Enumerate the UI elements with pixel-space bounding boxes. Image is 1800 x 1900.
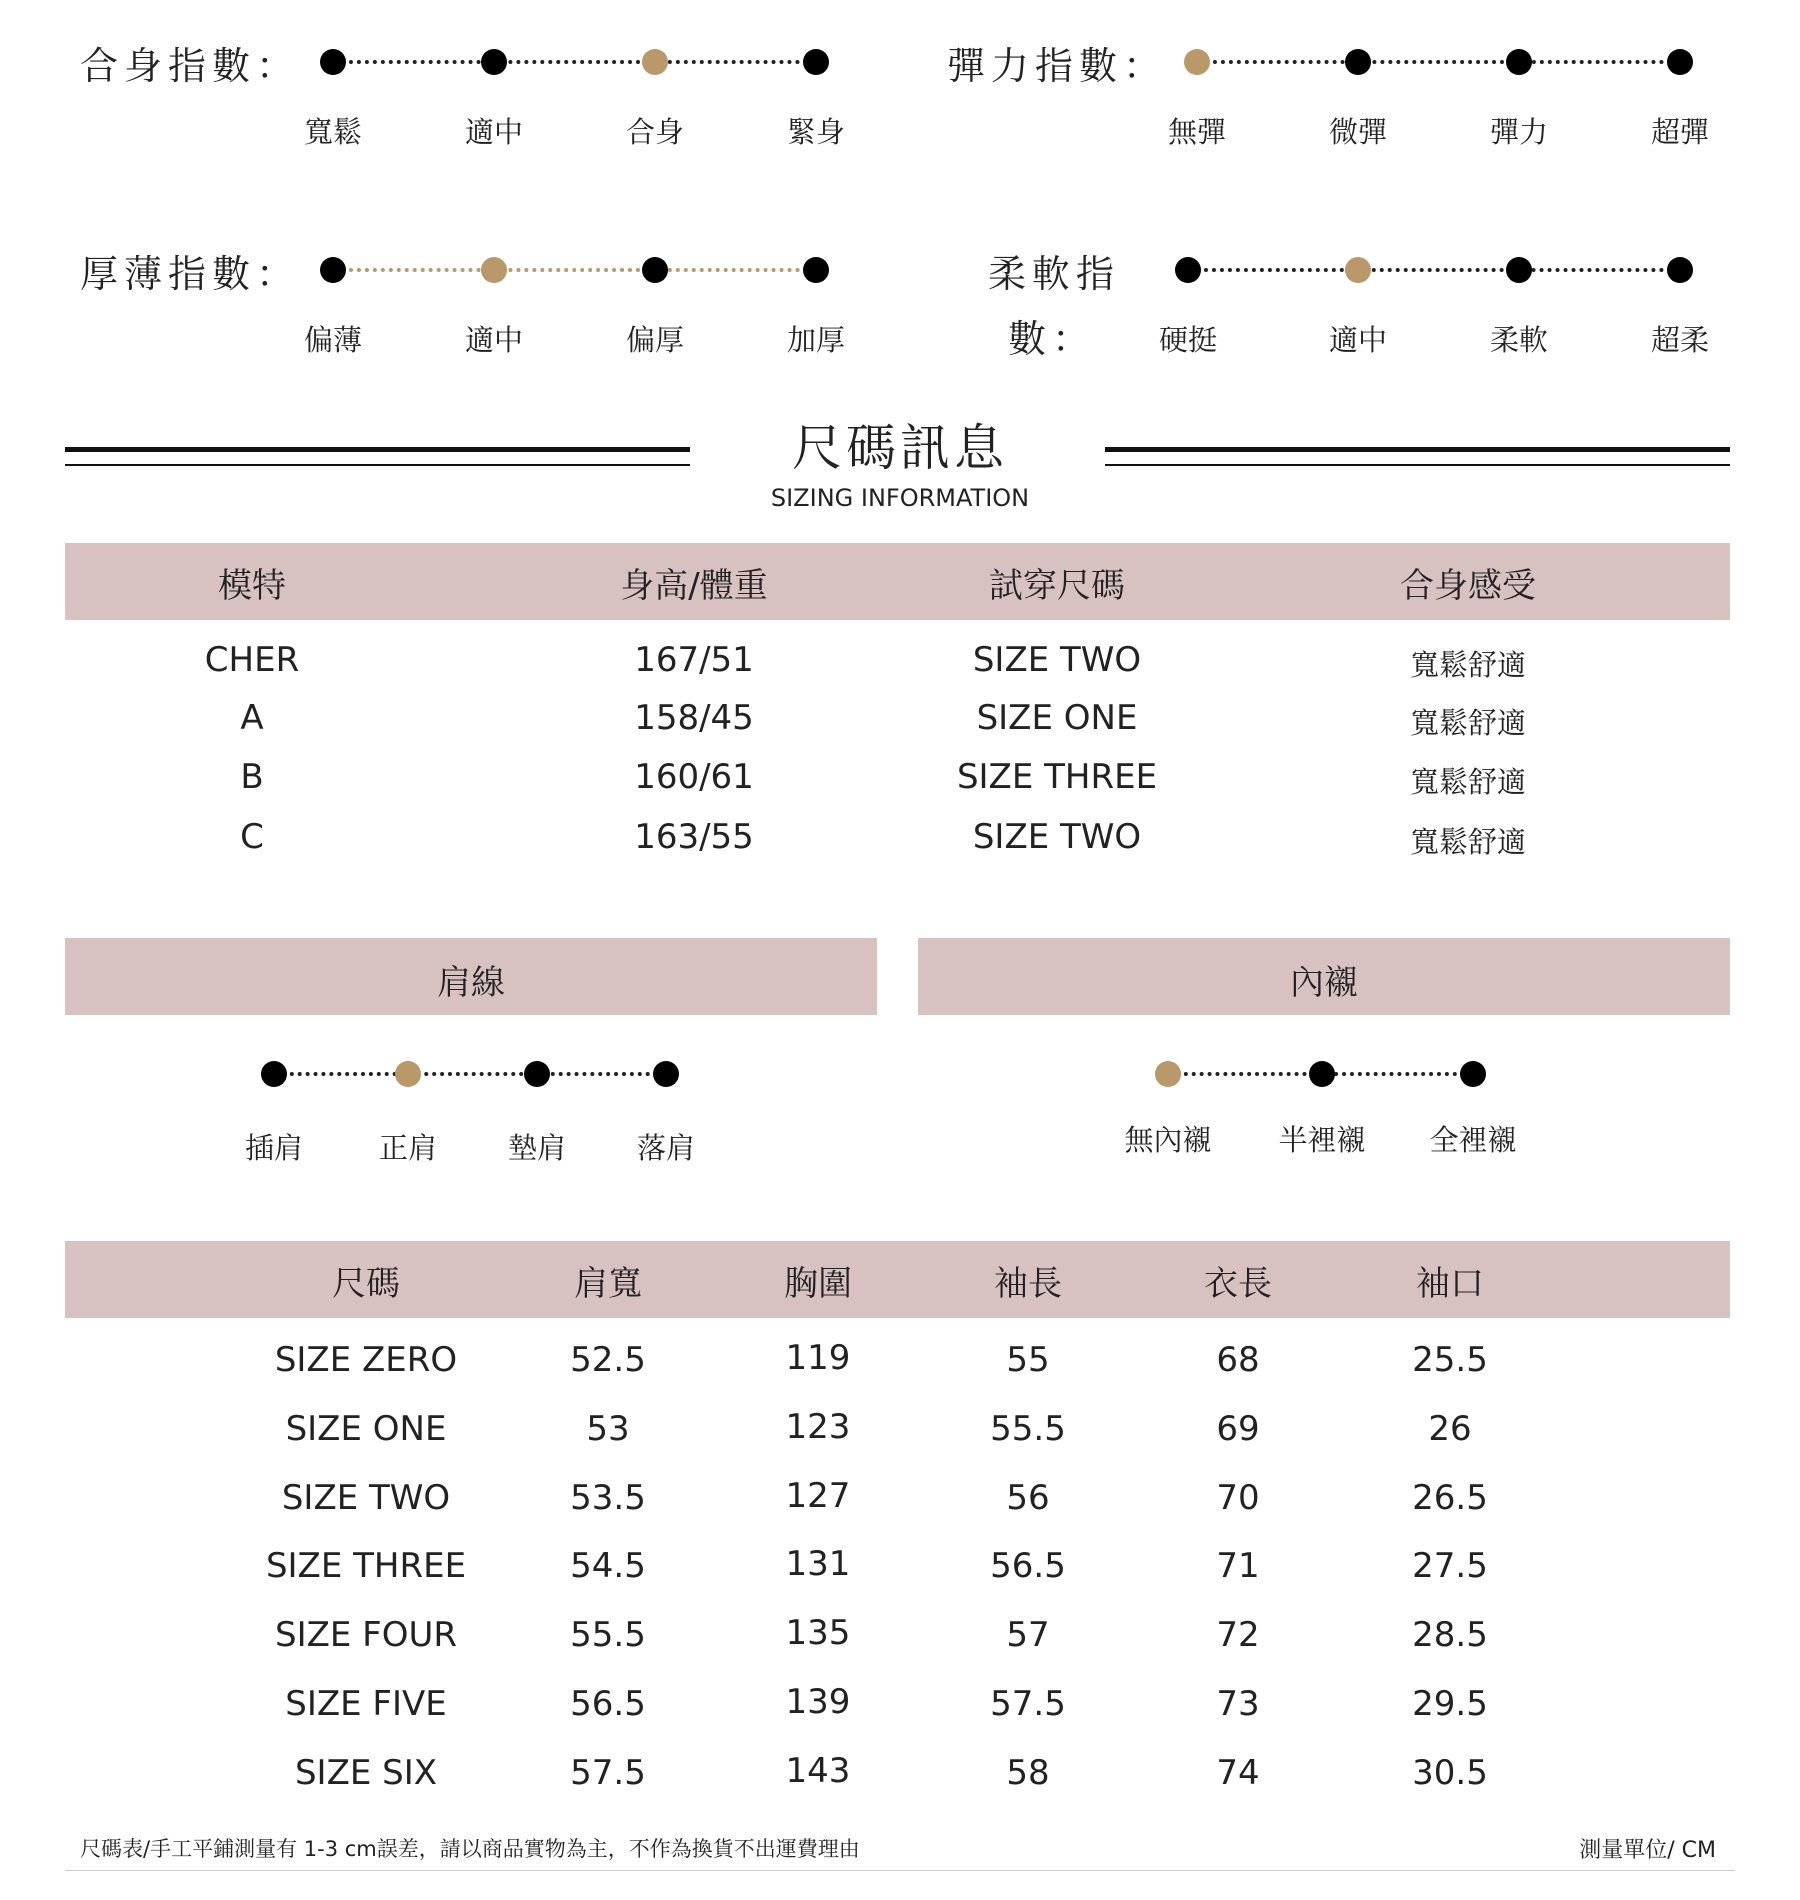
model-table-cell: CHER xyxy=(204,640,300,680)
size-table-cell: 29.5 xyxy=(1412,1684,1488,1724)
scale-label: 墊肩 xyxy=(507,1131,567,1165)
size-table-cell: 71 xyxy=(1216,1546,1260,1586)
scale-dot-selected xyxy=(1155,1061,1181,1087)
scale-dot xyxy=(320,257,346,283)
size-table-cell: 119 xyxy=(785,1338,851,1378)
size-table-cell: 55.5 xyxy=(570,1615,646,1655)
size-table-cell: 53 xyxy=(586,1409,630,1449)
model-table-cell: 163/55 xyxy=(634,817,754,857)
size-table-cell: 55 xyxy=(1006,1340,1050,1380)
model-table-cell: 寬鬆舒適 xyxy=(1409,825,1527,859)
size-table-cell: 52.5 xyxy=(570,1340,646,1380)
size-table-cell: 69 xyxy=(1216,1409,1260,1449)
scale-dot xyxy=(1175,257,1201,283)
size-table-cell: 26.5 xyxy=(1412,1478,1488,1518)
scale-label: 超柔 xyxy=(1650,323,1710,357)
size-table-cell: 56.5 xyxy=(990,1546,1066,1586)
model-table-cell: 寬鬆舒適 xyxy=(1409,765,1527,799)
scale-dot xyxy=(1667,257,1693,283)
scale-label: 正肩 xyxy=(378,1131,438,1165)
fit-index-title: 合身指數： xyxy=(80,44,301,88)
size-table-cell: SIZE THREE xyxy=(265,1546,467,1586)
size-table-cell: 25.5 xyxy=(1412,1340,1488,1380)
scale-dot xyxy=(642,257,668,283)
scale-dot-selected xyxy=(642,49,668,75)
scale-label: 無內襯 xyxy=(1124,1123,1212,1157)
measurement-unit: 測量單位/ CM xyxy=(1579,1838,1716,1863)
model-table-cell: 160/61 xyxy=(634,757,754,797)
model-table-cell: C xyxy=(240,817,264,857)
size-table-cell: 28.5 xyxy=(1412,1615,1488,1655)
thickness-index-title: 厚薄指數： xyxy=(80,252,301,296)
scale-dotted-line xyxy=(1197,60,1680,64)
model-table-column-header: 模特 xyxy=(218,566,286,606)
model-table-column-header: 合身感受 xyxy=(1400,566,1536,606)
scale-label: 全裡襯 xyxy=(1429,1123,1517,1157)
scale-dotted-line xyxy=(333,268,816,272)
size-table-cell: 139 xyxy=(785,1682,851,1722)
model-table-cell: 寬鬆舒適 xyxy=(1409,706,1527,740)
sizing-title-en: SIZING INFORMATION xyxy=(770,484,1030,512)
size-table-cell: 58 xyxy=(1006,1753,1050,1793)
size-table-cell: 56 xyxy=(1006,1478,1050,1518)
scale-dotted-line xyxy=(333,60,816,64)
size-table-cell: 131 xyxy=(785,1544,851,1584)
size-table-cell: 56.5 xyxy=(570,1684,646,1724)
scale-dot xyxy=(481,49,507,75)
size-table-cell: SIZE ZERO xyxy=(274,1340,458,1380)
size-table-cell: SIZE SIX xyxy=(294,1753,438,1793)
scale-label: 寬鬆 xyxy=(303,115,363,149)
size-table-column-header: 尺碼 xyxy=(332,1264,400,1304)
scale-dot-selected xyxy=(1345,257,1371,283)
scale-label: 半裡襯 xyxy=(1278,1123,1366,1157)
scale-label: 偏薄 xyxy=(303,323,363,357)
size-table-cell: 54.5 xyxy=(570,1546,646,1586)
size-table-cell: 53.5 xyxy=(570,1478,646,1518)
model-table-cell: SIZE THREE xyxy=(956,757,1158,797)
scale-dot xyxy=(653,1061,679,1087)
scale-dot-selected xyxy=(481,257,507,283)
scale-label: 加厚 xyxy=(786,323,846,357)
scale-dot-selected xyxy=(395,1061,421,1087)
scale-label: 合身 xyxy=(625,115,685,149)
model-table-cell: 167/51 xyxy=(634,640,754,680)
softness-index-title-2: 數： xyxy=(1008,317,1097,361)
size-table-cell: 57 xyxy=(1006,1615,1050,1655)
scale-dot xyxy=(1506,49,1532,75)
scale-dot xyxy=(1309,1061,1335,1087)
shoulder-title: 肩線 xyxy=(437,963,505,1003)
footer-line xyxy=(65,1870,1735,1871)
size-table-column-header: 袖口 xyxy=(1416,1264,1484,1304)
size-table-column-header: 衣長 xyxy=(1204,1264,1272,1304)
size-table-cell: 72 xyxy=(1216,1615,1260,1655)
model-table-cell: SIZE TWO xyxy=(972,817,1142,857)
model-table-column-header: 身高/體重 xyxy=(620,566,768,606)
size-table-cell: 57.5 xyxy=(570,1753,646,1793)
size-table-cell: 27.5 xyxy=(1412,1546,1488,1586)
scale-dot xyxy=(1506,257,1532,283)
scale-dotted-line xyxy=(1188,268,1680,272)
size-table-cell: 55.5 xyxy=(990,1409,1066,1449)
scale-dot xyxy=(261,1061,287,1087)
size-table-cell: SIZE FOUR xyxy=(274,1615,458,1655)
size-table-cell: SIZE ONE xyxy=(285,1409,447,1449)
scale-dot xyxy=(1345,49,1371,75)
size-table-cell: 26 xyxy=(1428,1409,1472,1449)
size-table-cell: 74 xyxy=(1216,1753,1260,1793)
sizing-title-cn: 尺碼訊息 xyxy=(792,419,1008,477)
scale-dot xyxy=(803,49,829,75)
scale-label: 緊身 xyxy=(786,115,846,149)
scale-dot xyxy=(1667,49,1693,75)
size-table-column-header: 胸圍 xyxy=(784,1264,852,1304)
scale-label: 微彈 xyxy=(1328,115,1388,149)
size-table-cell: 135 xyxy=(785,1613,851,1653)
size-table-cell: 57.5 xyxy=(990,1684,1066,1724)
size-table-cell: 123 xyxy=(785,1407,851,1447)
scale-dotted-line xyxy=(274,1072,666,1076)
scale-dot xyxy=(524,1061,550,1087)
model-table-column-header: 試穿尺碼 xyxy=(989,566,1125,606)
scale-label: 落肩 xyxy=(636,1131,696,1165)
model-table-cell: SIZE TWO xyxy=(972,640,1142,680)
size-table-cell: 73 xyxy=(1216,1684,1260,1724)
scale-label: 適中 xyxy=(1328,323,1388,357)
stretch-index-title: 彈力指數： xyxy=(947,44,1168,88)
scale-dot xyxy=(1460,1061,1486,1087)
size-table-cell: 70 xyxy=(1216,1478,1260,1518)
scale-label: 無彈 xyxy=(1167,115,1227,149)
scale-label: 偏厚 xyxy=(625,323,685,357)
scale-label: 適中 xyxy=(464,323,524,357)
scale-label: 柔軟 xyxy=(1489,323,1549,357)
model-table-cell: A xyxy=(240,698,264,738)
sizing-title xyxy=(0,408,1800,512)
size-table-cell: 30.5 xyxy=(1412,1753,1488,1793)
scale-dot xyxy=(320,49,346,75)
size-table-column-header: 肩寬 xyxy=(574,1264,642,1304)
model-table-cell: 寬鬆舒適 xyxy=(1409,648,1527,682)
size-table-column-header: 袖長 xyxy=(994,1264,1062,1304)
size-table-cell: SIZE TWO xyxy=(281,1478,451,1518)
model-table-cell: SIZE ONE xyxy=(976,698,1138,738)
scale-dot xyxy=(803,257,829,283)
lining-title: 內襯 xyxy=(1290,963,1358,1003)
softness-index-title-1: 柔軟指 xyxy=(988,252,1121,296)
measurement-note: 尺碼表/手工平鋪測量有 1-3 cm誤差，請以商品實物為主，不作為換貨不出運費理由 xyxy=(80,1837,860,1861)
model-table-cell: 158/45 xyxy=(634,698,754,738)
model-table-cell: B xyxy=(240,757,264,797)
scale-dot-selected xyxy=(1184,49,1210,75)
size-table-cell: SIZE FIVE xyxy=(285,1684,447,1724)
size-table-cell: 143 xyxy=(785,1751,851,1791)
size-table-cell: 68 xyxy=(1216,1340,1260,1380)
scale-label: 適中 xyxy=(464,115,524,149)
size-table-cell: 127 xyxy=(785,1476,851,1516)
scale-label: 彈力 xyxy=(1489,115,1549,149)
scale-label: 插肩 xyxy=(244,1131,304,1165)
scale-label: 超彈 xyxy=(1650,115,1710,149)
scale-label: 硬挺 xyxy=(1158,323,1218,357)
